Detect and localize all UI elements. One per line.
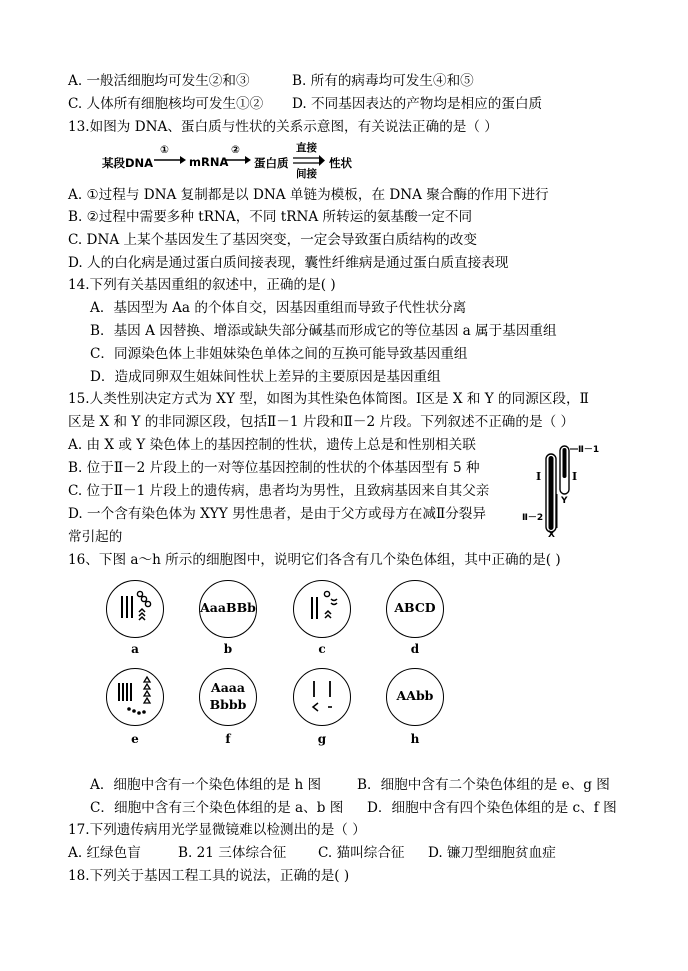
label-ii-1: Ⅱ－1 (578, 445, 600, 455)
label-i-right: Ⅰ (572, 470, 578, 483)
flow-protein: 蛋白质 (254, 156, 289, 170)
flow-trait: 性状 (329, 156, 352, 170)
sex-chromosome-figure (518, 440, 600, 540)
cell-h (386, 668, 444, 726)
q16-option-c: C．细胞中含有三个染色体组的是 a、b 图 (90, 800, 344, 816)
q16-stem: 16、下图 a～h 所示的细胞图中，说明它们各含有几个染色体组，其中正确的是( ) (68, 552, 561, 568)
q16-option-a: A．细胞中含有一个染色体组的是 h 图 (90, 777, 322, 793)
q14-option-c: C．同源染色体上非姐妹染色单体之间的互换可能导致基因重组 (90, 346, 468, 362)
cell-g-label: g (317, 732, 327, 746)
q16-option-d: D．细胞中含有四个染色体组的是 c、f 图 (367, 800, 617, 816)
q13-option-d: D. 人的白化病是通过蛋白质间接表现，囊性纤维病是通过蛋白质直接表现 (68, 255, 509, 271)
q15-option-a: A. 由 X 或 Y 染色体上的基因控制的性状，遗传上总是和性别相关联 (68, 437, 476, 453)
q13-stem: 13.如图为 DNA、蛋白质与性状的关系示意图，有关说法正确的是（ ） (68, 119, 498, 135)
flow-indirect: 间接 (296, 168, 317, 180)
cell-f-text-1: Aaaa (211, 680, 245, 695)
chromosome-drawing (518, 440, 600, 540)
cell-g (293, 668, 351, 726)
q15-stem-line2: 区是 X 和 Y 的非同源区段，包括Ⅱ－1 片段和Ⅱ－2 片段。下列叙述不正确的是（ ） (68, 414, 575, 430)
q17-option-b: B. 21 三体综合征 (178, 845, 287, 861)
cell-a-label: a (131, 642, 139, 656)
q14-option-b: B．基因 A 因替换、增添或缺失部分碱基而形成它的等位基因 a 属于基因重组 (90, 323, 557, 339)
q14-stem: 14.下列有关基因重组的叙述中，正确的是( ) (68, 277, 336, 293)
cell-b-text: AaaBBb (200, 600, 256, 615)
cell-h-label: h (410, 732, 420, 746)
flow-arrow-3 (292, 154, 326, 168)
flow-arrow-1 (153, 154, 187, 166)
cell-a (106, 580, 164, 638)
q15-option-d-cont: 常引起的 (68, 529, 123, 545)
cell-f-label: f (225, 732, 231, 746)
q17-option-d: D. 镰刀型细胞贫血症 (428, 845, 556, 861)
q12-option-c: C. 人体所有细胞核均可发生①② (68, 96, 264, 112)
q12-option-b: B. 所有的病毒均可发生④和⑤ (292, 73, 474, 89)
label-x: X (548, 530, 555, 540)
q12-option-a: A. 一般活细胞均可发生②和③ (68, 73, 250, 89)
cell-e-label: e (131, 732, 139, 746)
q14-option-a: A．基因型为 Aa 的个体自交，因基因重组而导致子代性状分离 (90, 300, 467, 316)
q14-option-d: D．造成同卵双生姐妹间性状上差异的主要原因是基因重组 (90, 369, 441, 385)
q13-option-b: B. ②过程中需要多种 tRNA，不同 tRNA 所转运的氨基酸一定不同 (68, 209, 473, 225)
q13-option-c: C. DNA 上某个基因发生了基因突变，一定会导致蛋白质结构的改变 (68, 232, 477, 248)
cell-c-chromosomes (294, 581, 350, 637)
cell-e-chromosomes (107, 669, 163, 725)
q17-option-c: C. 猫叫综合征 (318, 845, 405, 861)
q18-stem: 18.下列关于基因工程工具的说法，正确的是( ) (68, 868, 350, 884)
q16-option-b: B．细胞中含有二个染色体组的是 e、g 图 (357, 777, 610, 793)
cell-g-chromosomes (294, 669, 350, 725)
label-i-left: Ⅰ (536, 470, 542, 483)
flow-arrow-2 (224, 154, 252, 166)
cell-c-label: c (318, 642, 326, 656)
cell-a-chromosomes (107, 581, 163, 637)
cell-d-label: d (410, 642, 420, 656)
cell-h-text: AAbb (396, 688, 434, 703)
cell-f (199, 668, 257, 726)
label-ii-2: Ⅱ－2 (522, 513, 544, 523)
q13-option-a: A. ①过程与 DNA 复制都是以 DNA 单链为模板，在 DNA 聚合酶的作用下进行 (68, 187, 549, 203)
q17-option-a: A. 红绿色盲 (68, 845, 141, 861)
dna-protein-trait-diagram (96, 142, 356, 180)
cell-e (106, 668, 164, 726)
flow-mrna: mRNA (189, 155, 229, 169)
q15-stem-line1: 15.人类性别决定方式为 XY 型，如图为其性染色体简图。Ⅰ区是 X 和 Y 的同源区段，Ⅱ (68, 391, 589, 407)
cell-d (386, 580, 444, 638)
cell-b-label: b (223, 642, 233, 656)
cell-f-text-2: Bbbb (209, 697, 247, 712)
flow-dna: 某段DNA (102, 156, 154, 170)
cell-c (293, 580, 351, 638)
q15-option-b: B. 位于Ⅱ－2 片段上的一对等位基因控制的性状的个体基因型有 5 种 (68, 460, 480, 476)
label-y: Y (561, 496, 568, 506)
q17-stem: 17.下列遗传病用光学显微镜难以检测出的是（ ） (68, 822, 366, 838)
q12-option-d: D. 不同基因表达的产物均是相应的蛋白质 (292, 96, 543, 112)
cell-b (199, 580, 257, 638)
flow-step1: ① (160, 144, 169, 156)
flow-step2: ② (231, 144, 240, 156)
q15-option-d: D. 一个含有染色体为 XYY 男性患者，是由于父方或母方在减Ⅱ分裂异 (68, 506, 486, 522)
q15-option-c: C. 位于Ⅱ－1 片段上的遗传病，患者均为男性，且致病基因来自其父亲 (68, 483, 490, 499)
cell-d-text: ABCD (394, 600, 436, 615)
flow-direct: 直接 (296, 142, 317, 154)
